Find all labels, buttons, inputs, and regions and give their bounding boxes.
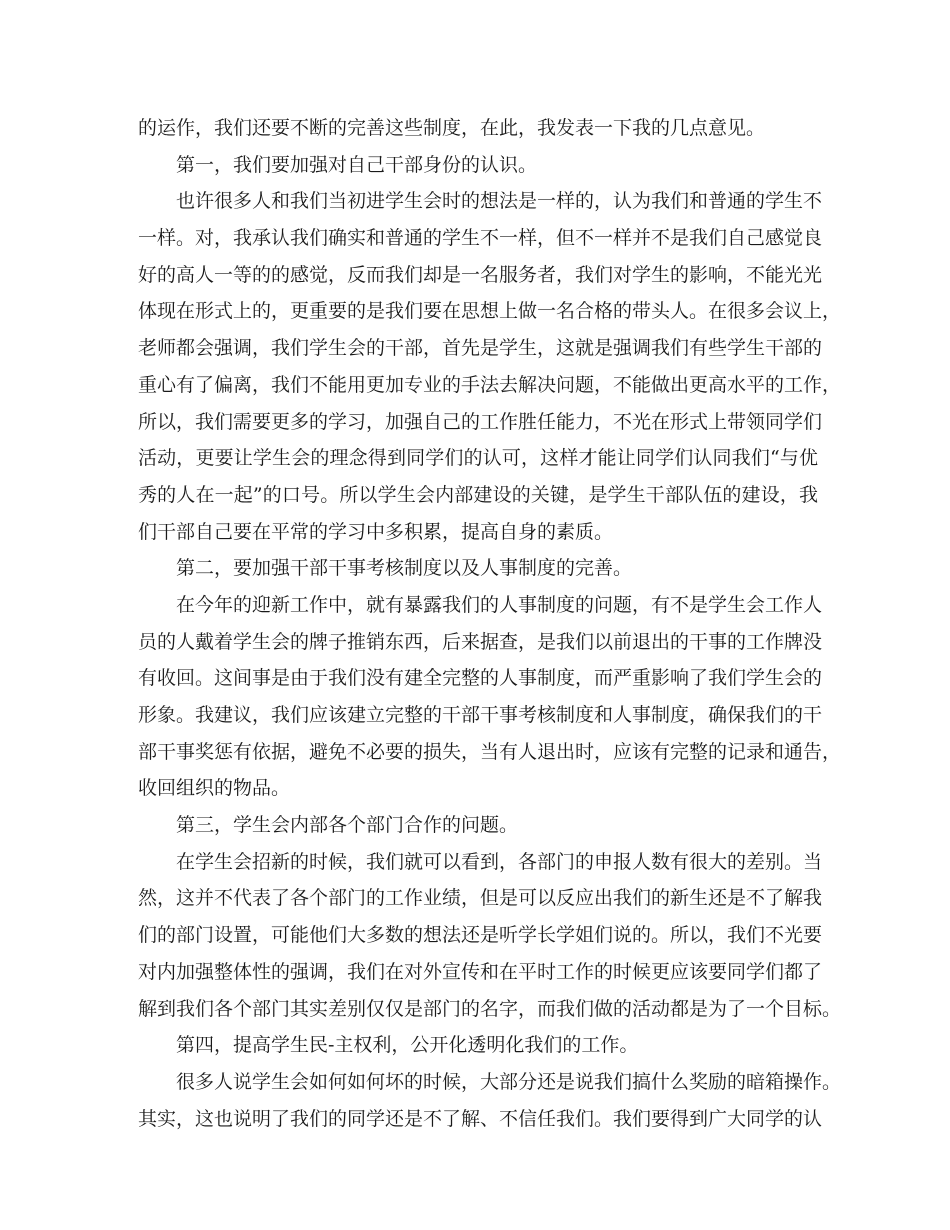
text-line: 的运作，我们还要不断的完善这些制度，在此，我发表一下我的几点意见。: [138, 117, 766, 139]
section-heading: 第四，提高学生民-主权利，公开化透明化我们的工作。: [176, 1034, 639, 1057]
text-line: 对内加强整体性的强调，我们在对外宣传和在平时工作的时候更应该要同学们都了: [138, 960, 823, 983]
text-line: 一样。对，我承认我们确实和普通的学生不一样，但不一样并不是我们自己感觉良: [138, 227, 823, 250]
text-line: 重心有了偏离，我们不能用更加专业的手法去解决问题，不能做出更高水平的工作，: [138, 373, 842, 396]
text-line: 有收回。这间事是由于我们没有建全完整的人事制度，而严重影响了我们学生会的: [138, 667, 823, 690]
text-line: 在学生会招新的时候，我们就可以看到，各部门的申报人数有很大的差别。当: [176, 850, 823, 873]
text-line: 老师都会强调，我们学生会的干部，首先是学生，这就是强调我们有些学生干部的: [138, 337, 823, 360]
section-heading: 第三，学生会内部各个部门合作的问题。: [176, 814, 519, 837]
text-line: 然，这并不代表了各个部门的工作业绩，但是可以反应出我们的新生还是不了解我: [138, 887, 823, 910]
text-line: 在今年的迎新工作中，就有暴露我们的人事制度的问题，有不是学生会工作人: [176, 593, 823, 616]
text-line: 也许很多人和我们当初进学生会时的想法是一样的，认为我们和普通的学生不: [176, 190, 823, 213]
text-line: 很多人说学生会如何如何坏的时候，大部分还是说我们搞什么奖励的暗箱操作。: [176, 1070, 842, 1093]
text-line: 其实，这也说明了我们的同学还是不了解、不信任我们。我们要得到广大同学的认: [138, 1107, 823, 1130]
section-heading: 第一，我们要加强对自己干部身份的认识。: [176, 153, 538, 176]
text-line: 好的高人一等的的感觉，反而我们却是一名服务者，我们对学生的影响，不能光光: [138, 263, 823, 286]
text-line: 收回组织的物品。: [138, 777, 291, 800]
text-line: 秀的人在一起”的口号。所以学生会内部建设的关键，是学生干部队伍的建设，我: [138, 483, 818, 506]
text-line: 员的人戴着学生会的牌子推销东西，后来据查，是我们以前退出的干事的工作牌没: [138, 630, 823, 653]
document-body: [138, 110, 842, 1137]
text-line: 们的部门设置，可能他们大多数的想法还是听学长学姐们说的。所以，我们不光要: [138, 924, 823, 947]
text-line: 们干部自己要在平常的学习中多积累，提高自身的素质。: [138, 520, 614, 543]
text-line: 部干事奖惩有依据，避免不必要的损失，当有人退出时，应该有完整的记录和通告，: [138, 740, 842, 763]
text-line: 解到我们各个部门其实差别仅仅是部门的名字，而我们做的活动都是为了一个目标。: [138, 997, 842, 1020]
text-line: 活动，更要让学生会的理念得到同学们的认可，这样才能让同学们认同我们“与优: [138, 447, 818, 470]
text-line: 体现在形式上的，更重要的是我们要在思想上做一名合格的带头人。在很多会议上，: [138, 300, 842, 323]
text-line: 所以，我们需要更多的学习，加强自己的工作胜任能力，不光在形式上带领同学们: [138, 410, 823, 433]
section-heading: 第二，要加强干部干事考核制度以及人事制度的完善。: [176, 557, 633, 580]
text-line: 形象。我建议，我们应该建立完整的干部干事考核制度和人事制度，确保我们的干: [138, 704, 823, 726]
